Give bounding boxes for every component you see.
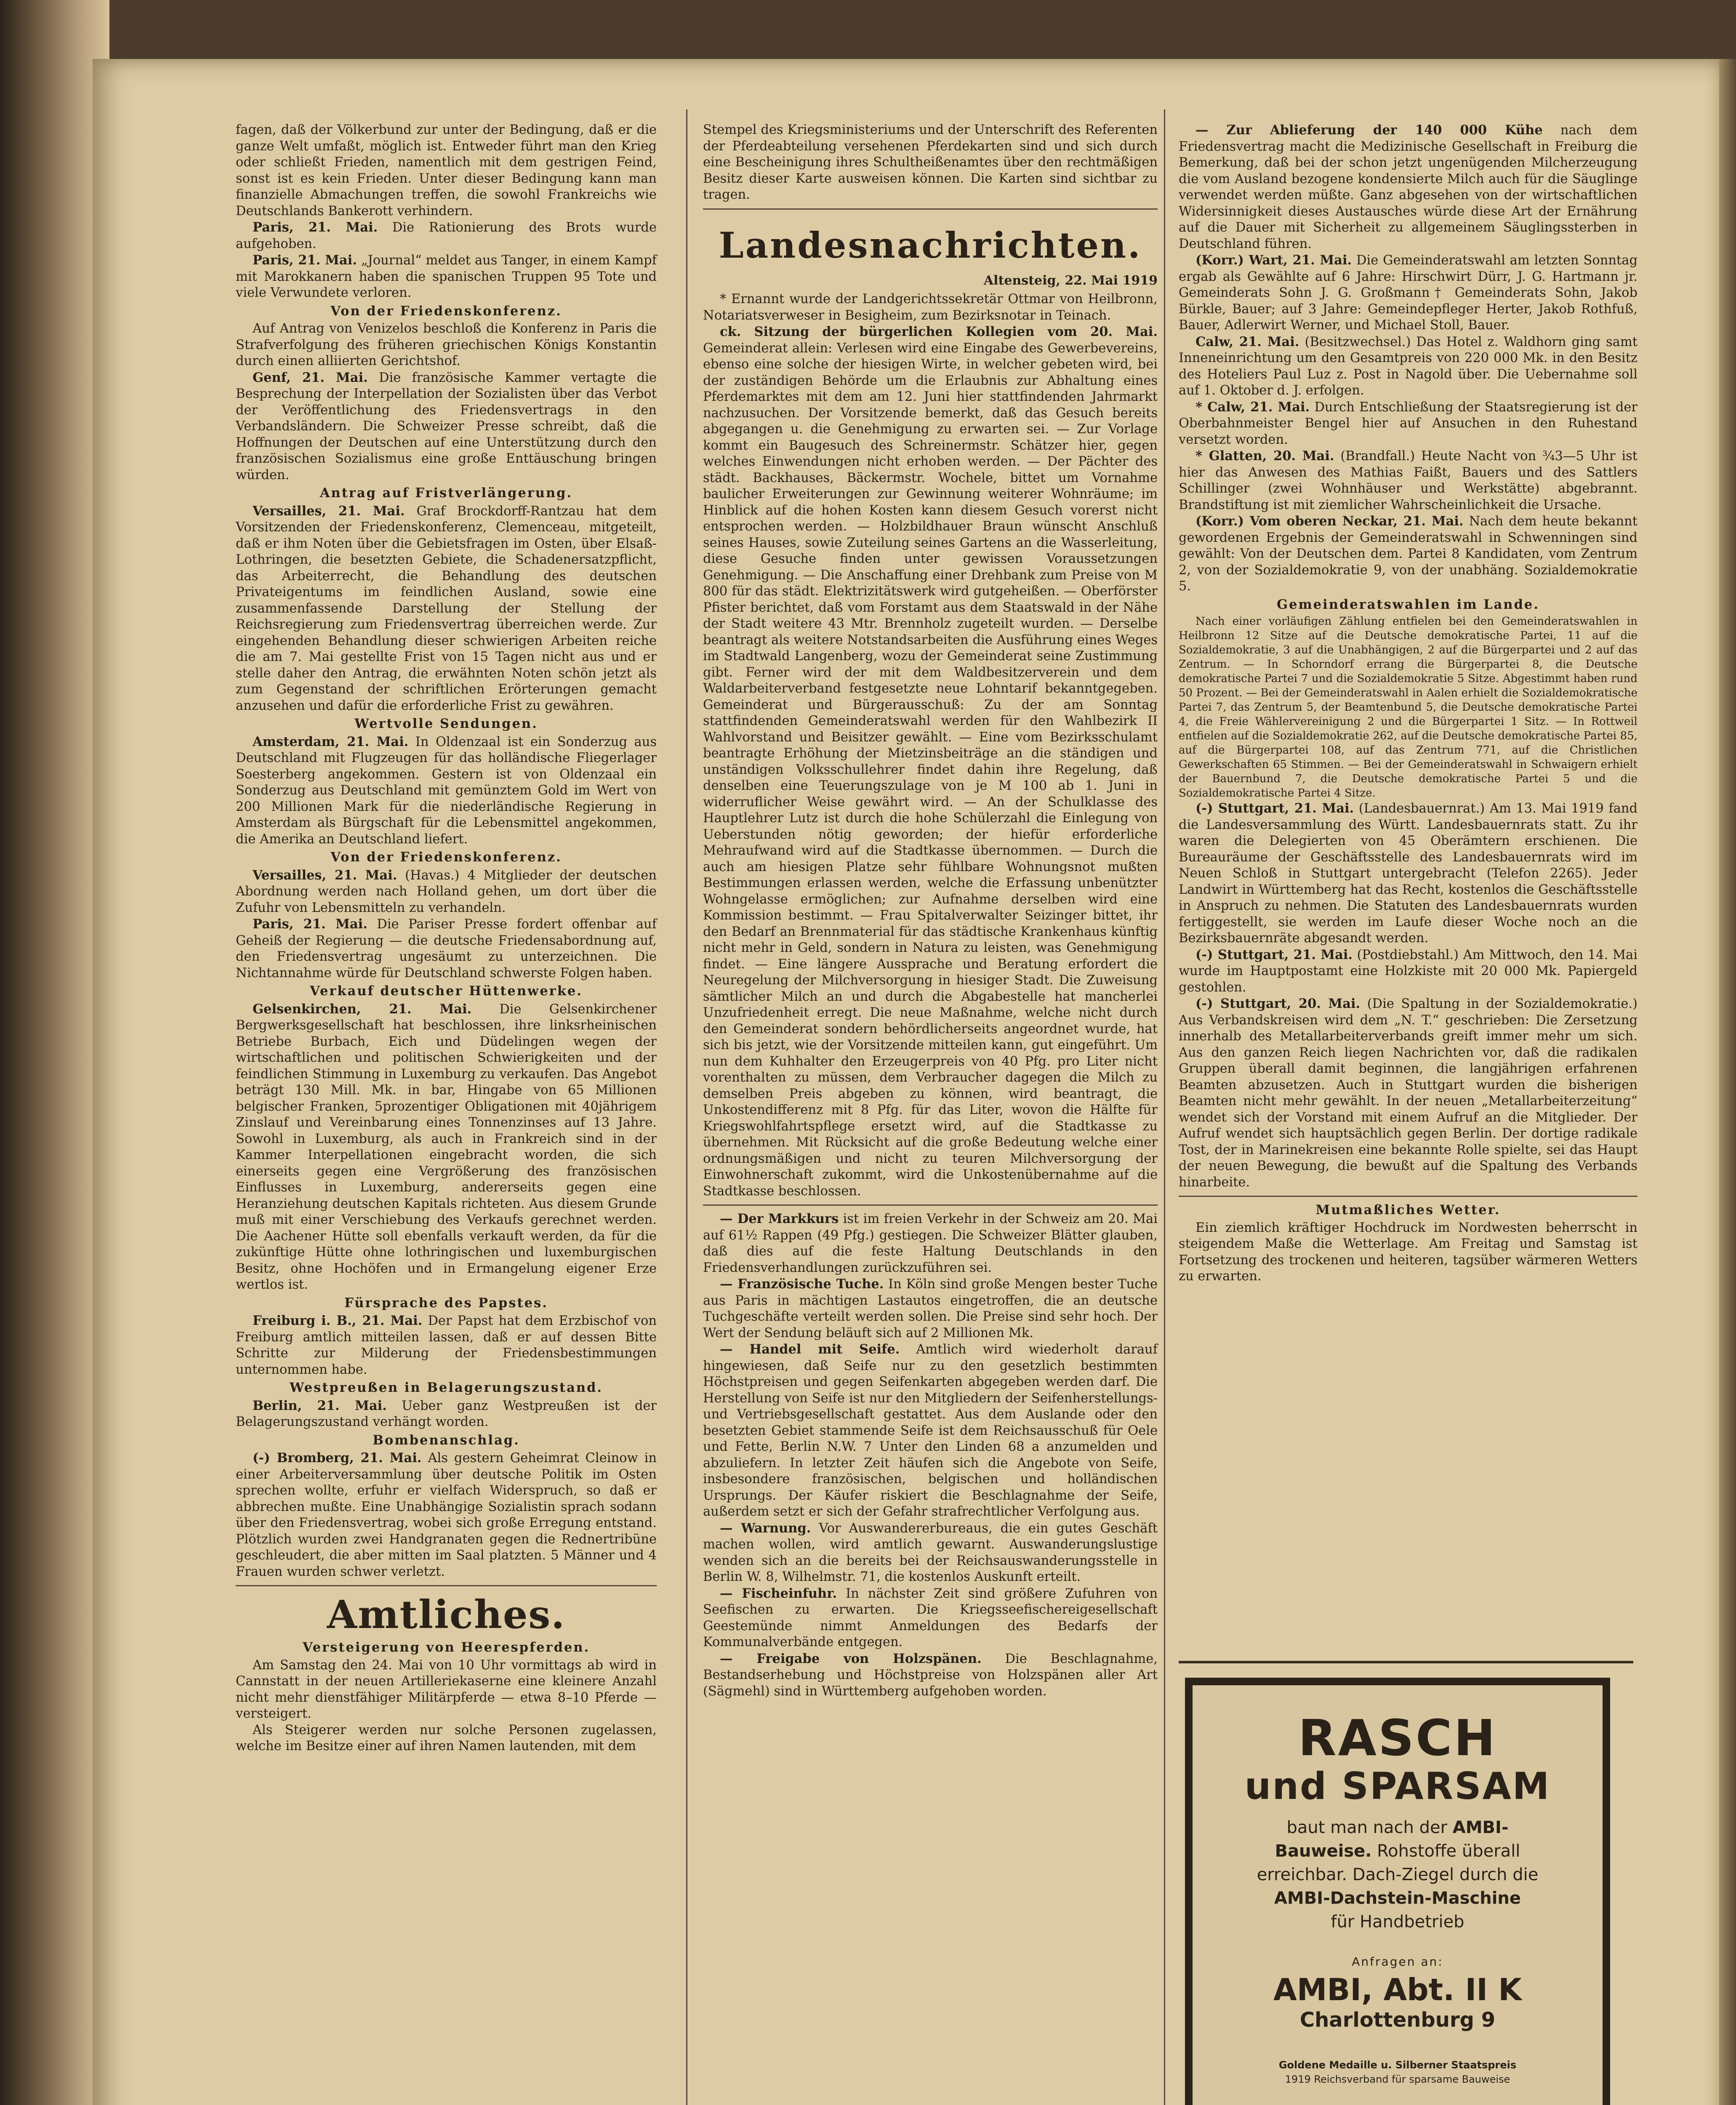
article-lead: — Handel mit Seife. <box>720 1342 900 1357</box>
article <box>236 252 657 301</box>
divider <box>703 1204 1158 1206</box>
article <box>703 324 1158 1199</box>
headline: Gemeinderatswahlen im Lande. <box>1277 597 1539 612</box>
article <box>1179 996 1637 1191</box>
headline: Westpreußen in Belagerungszustand. <box>290 1380 603 1395</box>
article <box>703 1585 1158 1651</box>
divider <box>1179 1196 1637 1197</box>
article-text: fagen, daß der Völkerbund zur unter der Bedingung, daß er die ganze Welt umfaßt, möglich ist. Entweder führt man den Krieg oder schließt Frieden, namentlich mit dem gestrigen Feind, sonst ist es kein Frieden. Unter dieser Bedingung kann man finanzielle Abmachungen treffen, die sowohl Frankreichs wie Deutschlands Bankerott verhindern. <box>236 123 657 218</box>
article <box>236 370 657 484</box>
article-lead: (Korr.) Wart, 21. Mai. <box>1195 253 1352 268</box>
article-text: * Ernannt wurde der Landgerichtssekretär Ottmar von Heilbronn, Notariatsverweser in Besigheim, zum Bezirksnotar in Teinach. <box>703 292 1158 323</box>
article-lead: Freiburg i. B., 21. Mai. <box>253 1313 423 1328</box>
article-text: In Oldenzaal ist ein Sonderzug aus Deutschland mit Flugzeugen für das holländische Fliegerlager Soesterberg angekommen. Gestern ist von Oldenzaal ein Sonderzug aus Deutschland mit gemünztem Gold im Wert von 200 Millionen Mark für die niederländische Regierung in Amsterdam als Bürgschaft für die Lebensmittel angekommen, die Amerika an Deutschland liefert. <box>236 734 657 847</box>
article-lead: — Französische Tuche. <box>720 1276 884 1292</box>
ad-subtitle: und SPARSAM <box>1244 1764 1551 1808</box>
article-text: Auf Antrag von Venizelos beschloß die Konferenz in Paris die Strafverfolgung des früheren griechischen Königs Konstantin durch einen alliierten Gerichtshof. <box>236 321 657 368</box>
article-lead: (-) Bromberg, 21. Mai. <box>253 1450 422 1466</box>
section-title: Amtliches. <box>327 1592 566 1637</box>
article-lead: Paris, 21. Mai. <box>253 220 378 235</box>
article <box>703 1520 1158 1585</box>
article-text: Am Samstag den 24. Mai von 10 Uhr vormittags ab wird in Cannstatt in der neuen Artilleriekaserne eine kleinere Anzahl nicht mehr dienstfähiger Militärpferde — etwa 8–10 Pferde — versteigert. <box>236 1657 657 1721</box>
article-text: Ein ziemlich kräftiger Hochdruck im Nordwesten beherrscht in steigendem Maße die Wetterlage. Am Freitag und Samstag ist Fortsetzung des trockenen und heiteren, tagsüber wärmeren Wetters zu erwarten. <box>1179 1220 1637 1284</box>
headline: Mutmaßliches Wetter. <box>1315 1202 1501 1218</box>
headline: Versteigerung von Heerespferden. <box>302 1640 590 1655</box>
column-1 <box>236 122 657 1755</box>
column-rule <box>1164 109 1165 2105</box>
article-text: Graf Brockdorff-Rantzau hat dem Vorsitzenden der Friedenskonferenz, Clemenceau, mitgeteilt, daß er ihm Noten über die Gebietsfragen im Osten, über Elsaß-Lothringen, die besetzten Gebiete, die Schadenersatzpflicht, das Arbeiterrecht, die Behandlung des deutschen Privateigentums im feindlichen Ausland, sowie eine zusammenfassende Darstellung der Stellung der Reichsregierung zum Friedensvertrag überreichen werde. Zur eingehenden Behandlung dieser schwierigen Arbeiten reiche die am 7. Mai gestellte Frist von 15 Tagen nicht aus und er stelle daher den Antrag, die erwähnten Noten schön jetzt als zum Gegenstand der schriftlichen Erörterungen gemacht anzusehen und dafür die erforderliche Frist zu gewähren. <box>236 504 657 713</box>
article-lead: — Warnung. <box>720 1520 811 1536</box>
article-text: Ueber ganz Westpreußen ist der Belagerungszustand verhängt worden. <box>236 1398 657 1429</box>
divider <box>703 208 1158 210</box>
article-lead: — Zur Ablieferung der 140 000 Kühe <box>1195 123 1543 138</box>
ad-inquiry: Anfragen an: <box>1352 1955 1443 1969</box>
ad-award: Goldene Medaille u. Silberner Staatspreis <box>1278 2059 1517 2071</box>
article-text: Als Steigerer werden nur solche Personen zugelassen, welche im Besitze einer auf ihren Namen lautenden, mit dem <box>236 1722 657 1753</box>
article <box>236 1313 657 1378</box>
divider <box>1179 1661 1633 1663</box>
article <box>1179 513 1637 595</box>
headline: Von der Friedenskonferenz. <box>330 850 562 865</box>
article-lead: Genf, 21. Mai. <box>253 370 368 385</box>
article <box>703 1651 1158 1700</box>
article-text: Als gestern Geheimrat Cleinow in einer Arbeiterversammlung über deutsche Politik im Osten sprechen wollte, erfuhr er vielfach Widerspruch, so daß er abbrechen mußte. Eine Unabhängige Sozialistin sprach sodann über den Friedensvertrag, wobei sich große Erregung entstand. Plötzlich wurden zwei Handgranaten gegen die Rednertribüne geschleudert, die aber mitten im Saal platzten. 5 Männer und 4 Frauen wurden schwer verletzt. <box>236 1451 657 1579</box>
ad-text-bold: AMBI- <box>1452 1818 1509 1837</box>
headline: Von der Friedenskonferenz. <box>330 303 562 319</box>
advertisement <box>1185 1678 1610 2105</box>
ad-city: Charlottenburg 9 <box>1299 2008 1496 2032</box>
article-text: Amtlich wird wiederholt darauf hingewiesen, daß Seife nur zu den gesetzlich bestimmten Höchstpreisen und gegen Seifenkarten abgegeben werden darf. Die Herstellung von Seife ist nur den Mitgliedern der Seifenherstellungs- und Vertriebsgesellschaft gestattet. Aus dem Auslande oder den besetzten Gebiet stammende Seife ist dem Reichsausschuß für Oele und Fette, Berlin N.W. 7 Unter den Linden 68 a anzumelden und abzuliefern. In letzter Zeit häufen sich die Angebote von Seife, insbesondere französischen, belgischen und holländischen Ursprungs. Der Käufer riskiert die Beschlagnahme der Seife, außerdem setzt er sich der Gefahr strafrechtlicher Verfolgung aus. <box>703 1342 1158 1519</box>
article <box>236 734 657 848</box>
article-lead: (-) Stuttgart, 20. Mai. <box>1195 996 1361 1011</box>
article-text: (Brandfall.) Heute Nacht von ¾3—5 Uhr ist hier das Anwesen des Mathias Faißt, Bauers und des Sattlers Schillinger (zwei Wohnhäuser und Werkstätte) abgebrannt. Brandstiftung ist mit ziemlicher Wahrscheinlichkeit die Ursache. <box>1179 449 1637 512</box>
article <box>1179 252 1637 334</box>
article-text: (Die Spaltung in der Sozialdemokratie.) Aus Verbandskreisen wird dem „N. T.“ geschrieben: Die Zersetzung innerhalb des Metallarbeiterverbands greift immer mehr um sich. Aus den ganzen Reich liegen Nachrichten vor, daß die radikalen Gruppen überall damit beginnen, die langjährigen erfahrenen Beamten abzusetzen. Auch in Stuttgart wurden die bisherigen Beamten nicht mehr gewählt. In der neuen „Metallarbeiterzeitung“ wendet sich der Vorstand mit einem Aufruf an die Mitglieder. Der Aufruf wendet sich hauptsächlich gegen Berlin. Der dortige radikale Tost, der in Marinekreisen eine bekannte Rolle spielte, sei das Haupt der neuen Bewegung, die bewußt auf die Spaltung des Verbands hinarbeite. <box>1179 997 1638 1190</box>
article-lead: * Glatten, 20. Mai. <box>1195 448 1334 464</box>
headline: Bombenanschlag. <box>373 1432 520 1448</box>
article-lead: Amsterdam, 21. Mai. <box>253 734 409 749</box>
article-lead: (Korr.) Vom oberen Neckar, 21. Mai. <box>1195 514 1464 529</box>
ad-company: AMBI, Abt. II K <box>1273 1972 1522 2007</box>
section-title: Landesnachrichten. <box>719 224 1142 266</box>
article-lead: — Fischeinfuhr. <box>720 1585 837 1601</box>
article-text: Stempel des Kriegsministeriums und der Unterschrift des Referenten der Pferdeabteilung versehenen Pferdekarten sind und sich durch eine Bescheinigung ihres Schultheißenamtes über den rechtmäßigen Besitz dieser Karte ausweisen können. Die Karten sind sichtbar zu tragen. <box>703 123 1158 202</box>
article-text: Nach dem heute bekannt gewordenen Ergebnis der Gemeinderatswahl in Schwenningen sind gewählt: Von der Deutschen dem. Partei 8 Kandidaten, vom Zentrum 2, von der Sozialdemokratie 9, von der unabhäng. Sozialdemokratie 5. <box>1179 514 1638 594</box>
article-lead: (-) Stuttgart, 21. Mai. <box>1195 947 1353 962</box>
article-text: (Landesbauernrat.) Am 13. Mai 1919 fand die Landesversammlung des Württ. Landesbauernrats statt. Zu ihr waren die Delegierten von 45 Oberämtern erschienen. Die Bureauräume der Geschäftsstelle des Landesbauernrats wird im Neuen Schloß in Stuttgart untergebracht (Telefon 2265). Jeder Landwirt in Württemberg hat das Recht, kostenlos die Geschäftsstelle in Anspruch zu nehmen. Die Statuten des Landesbauernrats wurden fertiggestellt, sie werden im Laufe dieser Woche noch an die Bezirksbauernräte abgesandt werden. <box>1179 801 1638 946</box>
article-text: Durch Entschließung der Staatsregierung ist der Oberbahnmeister Bengel hier auf Ansuchen in den Ruhestand versetzt worden. <box>1179 400 1637 447</box>
ad-text: Rohstoffe überall <box>1371 1841 1520 1861</box>
divider <box>236 1585 657 1586</box>
article <box>1179 448 1637 513</box>
article <box>236 916 657 981</box>
article-text: (Besitzwechsel.) Das Hotel z. Waldhorn ging samt Inneneinrichtung um den Gesamtpreis von 220 000 Mk. in den Besitz des Hoteliers Paul Luz z. Post in Nagold über. Die Uebernahme soll auf 1. Oktober d. J. erfolgen. <box>1179 334 1637 398</box>
article-text: Die Beschlagnahme, Bestandserhebung und Höchstpreise von Holzspänen aller Art (Sägmehl) sind in Württemberg aufgehoben worden. <box>703 1651 1158 1699</box>
article-text: nach dem Friedensvertrag macht die Medizinische Gesellschaft in Freiburg die Bemerkung, daß bei der schon jetzt ungenügenden Milcherzeugung die vom Ausland bezogene kondensierte Milch auch für die Säuglinge verwendet werden müßte. Ganz abgesehen von der wirtschaftlichen Widersinnigkeit dieses Austausches würde diese Art der Ernährung auf die Dauer mit Sicherheit zu allgemeinem Säuglingssterben in Deutschland führen. <box>1179 123 1637 251</box>
dateline: Altensteig, 22. Mai 1919 <box>983 273 1158 288</box>
column-3 <box>1179 122 1637 1285</box>
article <box>236 1398 657 1431</box>
ad-text: für Handbetrieb <box>1331 1912 1464 1932</box>
article-text: Gemeinderat allein: Verlesen wird eine Eingabe des Gewerbevereins, ebenso eine solche der hiesigen Wirte, in welcher gebeten wird, bei der zuständigen Behörde um die Erlaubnis zur Abhaltung eines Pferdemarktes mit dem am 12. Juni hier stattfindenden Jahrmarkt nachzusuchen. Der Vorsitzende bemerkt, daß das Gesuch bereits abgegangen u. die Genehmigung zu erwarten sei. — Zur Vorlage kommt ein Baugesuch des Schreinermstr. Schätzer hier, gegen welches Einwendungen nicht erhoben werden. — Der Pächter des städt. Backhauses, Bäckermstr. Wochele, bittet um Vornahme baulicher Erweiterungen zur Gewinnung weiterer Wohnräume; im Hinblick auf die hohen Kosten kann diesem Gesuch vorerst nicht entsprochen werden. — Holzbildhauer Braun wünscht Anschluß seines Hauses, sowie Zuteilung seines Gartens an die Wasserleitung, diese Gesuche finden unter gewissen Voraussetzungen Genehmigung. — Die Anschaffung einer Drehbank zum Preise von M 800 für das städt. Elektrizitätswerk wird gutgeheißen. — Oberförster Pfister berichtet, daß vom Forstamt aus dem Staatswald in der Nähe der Stadt weitere 43 Mtr. Brennholz zugeteilt wurden. — Derselbe beantragt als weitere Notstandsarbeiten die Ausführung eines Weges im Stadtwald Langenberg, wozu der Gemeinderat seine Zustimmung gibt. Ferner wird der mit dem Waldbesitzerverein und dem Waldarbeiterverband festgesetzte neue Lohntarif bekanntgegeben. Gemeinderat und Bürgerausschuß: Zu der am Sonntag stattfindenden Gemeinderatswahl werden für den Wahlbezirk II Wahlvorstand und Beisitzer gewählt. — Eine vom Bezirksschulamt beantragte Erhöhung der Mietzinsbeiträge an die ständigen und unständigen Volksschullehrer findet dahin ihre Regelung, daß denselben eine Teuerungszulage von je M 100 ab 1. Juni in widerruflicher Weise gewährt wird. — An der Schulklasse des Hauptlehrer Lutz ist durch die hohe Schülerzahl die Einlegung von Ueberstunden nötig geworden; der hiefür erforderliche Mehraufwand wird auf die Stadtkasse übernommen. — Durch die auch am hiesigen Platze sehr fühlbare Wohnungsnot mußten Bestimmungen erlassen werden, welche die Erfassung unbenützter Wohngelasse ermöglichen; zur Aufnahme derselben wird eine Kommission bestimmt. — Frau Spitalverwalter Seizinger bittet, ihr den Bedarf an Brennmaterial für das städtische Krankenhaus künftig nicht mehr in Geld, sondern in Natura zu leisten, was Genehmigung findet. — Eine längere Aussprache und Beratung erfordert die Neuregelung der Milchversorgung in hiesiger Stadt. Die Zuweisung sämtlicher Milch an und durch die Abgabestelle hat mancherlei Unzufriedenheit erregt. Die neue Maßnahme, welche nicht durch den Gemeinderat sondern behördlicherseits angeordnet wurde, hat sich bis jetzt, wie der Vorsitzende mitteilen kann, gut eingeführt. Um nun dem Kuhhalter den Erzeugerpreis von 40 Pfg. pro Liter nicht vorenthalten zu müssen, dem Verbraucher dagegen die Milch zu demselben Preis abgeben zu können, wird beantragt, die Unkostendifferenz mit 8 Pfg. für das Liter, wovon die Hälfte für Kriegswohlfahrtspflege ersetzt wird, auf die Stadtkasse zu übernehmen. Mit Rücksicht auf die große Bedeutung welche einer ordnungsmäßigen und nicht zu teuren Milchversorgung der Einwohnerschaft zukommt, wird die Unkostenübernahme auf die Stadtkasse beschlossen. <box>703 341 1158 1199</box>
article-lead: Versailles, 21. Mai. <box>253 503 405 519</box>
article <box>1179 947 1637 996</box>
article-lead: * Calw, 21. Mai. <box>1195 399 1310 415</box>
article-text: Die Gemeinderatswahl am letzten Sonntag ergab als Gewählte auf 6 Jahre: Hirschwirt Dürr, J. G. Hartmann jr. Gemeinderats Sohn J. G. Großmann† Gemeinderats Sohn, Jakob Bürkle, Bauer; auf 3 Jahre: Gemeindepfleger Herter, Jakob Rothfuß, Bauer, Adlerwirt Werner, und Michael Stoll, Bauer. <box>1179 253 1637 333</box>
article-text: Die Gelsenkirchener Bergwerksgesellschaft hat beschlossen, ihre linksrheinischen Betriebe Burbach, Eich und Düdelingen wegen der wirtschaftlichen und politischen Schwierigkeiten und der feindlichen Stimmung in Luxemburg zu verkaufen. Das Angebot beträgt 130 Mill. Mk. in bar, Hingabe von 65 Millionen belgischer Franken, 5prozentiger Obligationen mit 40jährigem Zinslauf und Vereinbarung eines Tonnenzinses auf 13 Jahre. Sowohl in Luxemburg, als auch in Frankreich sind in der Kammer Interpellationen eingebracht worden, die sich einerseits gegen eine Vergrößerung des französischen Einflusses in Luxemburg, andererseits gegen eine Heranziehung deutschen Kapitals richteten. Aus diesem Grunde muß mit einer Verschiebung des Verkaufs gerechnet werden. Die Aachener Hütte soll ebenfalls verkauft werden, da für die zukünftige Hütte ohne lothringischen und luxemburgischen Besitz, ohne Hochöfen und in Ermangelung eigener Erze wertlos ist. <box>236 1002 657 1292</box>
article-text: In nächster Zeit sind größere Zufuhren von Seefischen zu erwarten. Die Kriegsseefischereigesellschaft Geestemünde nimmt Anmeldungen des Bedarfs der Kommunalverbände entgegen. <box>703 1586 1158 1649</box>
article-text: ist im freien Verkehr in der Schweiz am 20. Mai auf 61½ Rappen (49 Pfg.) gestiegen. Die Schweizer Blätter glauben, daß dies auf die feste Haltung Deutschlands in den Friedensverhandlungen zurückzuführen sei. <box>703 1212 1158 1275</box>
ad-text-bold: AMBI-Dachstein-Maschine <box>1274 1889 1521 1908</box>
article-lead: — Der Markkurs <box>720 1211 839 1226</box>
article-lead: — Freigabe von Holzspänen. <box>720 1651 982 1666</box>
ad-title: RASCH <box>1298 1709 1497 1767</box>
article <box>1179 122 1637 252</box>
article-text: In Köln sind große Mengen bester Tuche aus Paris in mächtigen Lastautos eingetroffen, die an deutsche Tuchgeschäfte verteilt werden sollen. Die Preise sind sehr hoch. Der Wert der Sendung beläuft sich auf 2 Millionen Mk. <box>703 1277 1158 1340</box>
article-text: Die französische Kammer vertagte die Besprechung der Interpellation der Sozialisten über das Verbot der Veröffentlichung des Friedensvertrags in den Verbandsländern. Die Schweizer Presse schreibt, daß die Hoffnungen der Deutschen auf eine Unterstützung durch den französischen Sozialismus eine große Enttäuschung bringen würden. <box>236 370 657 482</box>
article-lead: Gelsenkirchen, 21. Mai. <box>253 1001 472 1017</box>
ad-footer <box>1193 2058 1603 2086</box>
article-text: Die Pariser Presse fordert offenbar auf Geheiß der Regierung — die deutsche Friedensabordnung auf, den Friedensvertrag ungesäumt zu unterzeichnen. Die Nichtannahme würde für Deutschland schwerste Folgen haben. <box>236 917 657 981</box>
article-lead: Versailles, 21. Mai. <box>253 867 397 883</box>
ad-award-detail: 1919 Reichsverband für sparsame Bauweise <box>1285 2073 1510 2085</box>
column-rule <box>686 109 687 2105</box>
ad-text: erreichbar. Dach-Ziegel durch die <box>1257 1865 1539 1884</box>
headline: Fürsprache des Papstes. <box>344 1295 548 1311</box>
ad-text-bold: Bauweise. <box>1275 1841 1372 1861</box>
article <box>236 1001 657 1293</box>
article <box>236 219 657 252</box>
article-text: „Journal“ meldet aus Tanger, in einem Kampf mit Marokkanern haben die spanischen Truppen 95 Tote und viele Verwundete verloren. <box>236 253 657 300</box>
headline: Wertvolle Sendungen. <box>354 716 538 731</box>
article <box>1179 800 1637 947</box>
headline: Verkauf deutscher Hüttenwerke. <box>310 983 583 999</box>
article <box>236 1450 657 1580</box>
article-lead: ck. Sitzung der bürgerlichen Kollegien vom 20. Mai. <box>720 324 1158 339</box>
article-text: (Havas.) 4 Mitglieder der deutschen Abordnung werden nach Holland gehen, um dort über die Zufuhr von Lebensmitteln zu verhandeln. <box>236 868 657 915</box>
ad-text: baut man nach der <box>1286 1818 1453 1837</box>
article-text: (Postdiebstahl.) Am Mittwoch, den 14. Mai wurde im Hauptpostamt eine Holzkiste mit 20 000 Mk. Papiergeld gestohlen. <box>1179 947 1637 995</box>
article <box>703 1276 1158 1341</box>
article-lead: Calw, 21. Mai. <box>1195 334 1299 349</box>
ad-body <box>1193 1816 1603 1934</box>
article <box>703 1341 1158 1520</box>
headline: Antrag auf Fristverlängerung. <box>320 485 573 501</box>
article <box>236 867 657 917</box>
article-lead: Paris, 21. Mai. <box>253 917 367 932</box>
article-lead: Paris, 21. Mai. <box>253 253 357 268</box>
article <box>703 1211 1158 1276</box>
article-lead: Berlin, 21. Mai. <box>253 1398 387 1413</box>
article <box>236 503 657 714</box>
article-text: Der Papst hat dem Erzbischof von Freiburg amtlich mitteilen lassen, daß er auf dessen Bitte Schritte zur Milderung der Friedensbestimmungen unternommen habe. <box>236 1314 657 1377</box>
page-edge <box>1719 59 1736 2105</box>
article-lead: (-) Stuttgart, 21. Mai. <box>1195 801 1354 816</box>
article-text: Nach einer vorläufigen Zählung entfielen bei den Gemeinderatswahlen in Heilbronn 12 Sitze auf die Deutsche demokratische Partei, 11 auf die Sozialdemokratie, 3 auf die Unabhängigen, 2 auf die Bürgerpartei und 2 auf das Zentrum. — In Schorndorf errang die Bürgerpartei 8, die Deutsche demokratische Partei 7 und die Sozialdemokratie 5 Sitze. Abgestimmt haben rund 50 Prozent. — Bei der Gemeinderatswahl in Aalen erhielt die Sozialdemokratische Partei 7, das Zentrum 5, der Beamtenbund 5, die Deutsche demokratische Partei 4, die Freie Wählervereinigung 2 und die Bürgerpartei 1 Sitz. — In Rottweil entfielen auf die Sozialdemokratie 262, auf die Deutsche demokratische Partei 85, auf die Bürgerpartei 108, auf das Zentrum 771, auf die Christlichen Gewerkschaften 65 Stimmen. — Bei der Gemeinderatswahl in Schwaigern erhielt der Bauernbund 7, die Deutsche demokratische Partei 5 und die Sozialdemokratische Partei 4 Sitze. <box>1179 615 1637 799</box>
article <box>1179 334 1637 399</box>
column-2 <box>703 122 1158 1700</box>
article-text: Vor Auswandererbureaus, die ein gutes Geschäft machen wollen, wird amtlich gewarnt. Auswanderungslustige wenden sich an die bereits bei der Reichsauswanderungsstelle in Berlin W. 8, Wilhelmstr. 71, die kostenlos Auskunft erteilt. <box>703 1521 1158 1584</box>
article-text: Die Rationierung des Brots wurde aufgehoben. <box>236 220 657 251</box>
article <box>1179 399 1637 448</box>
